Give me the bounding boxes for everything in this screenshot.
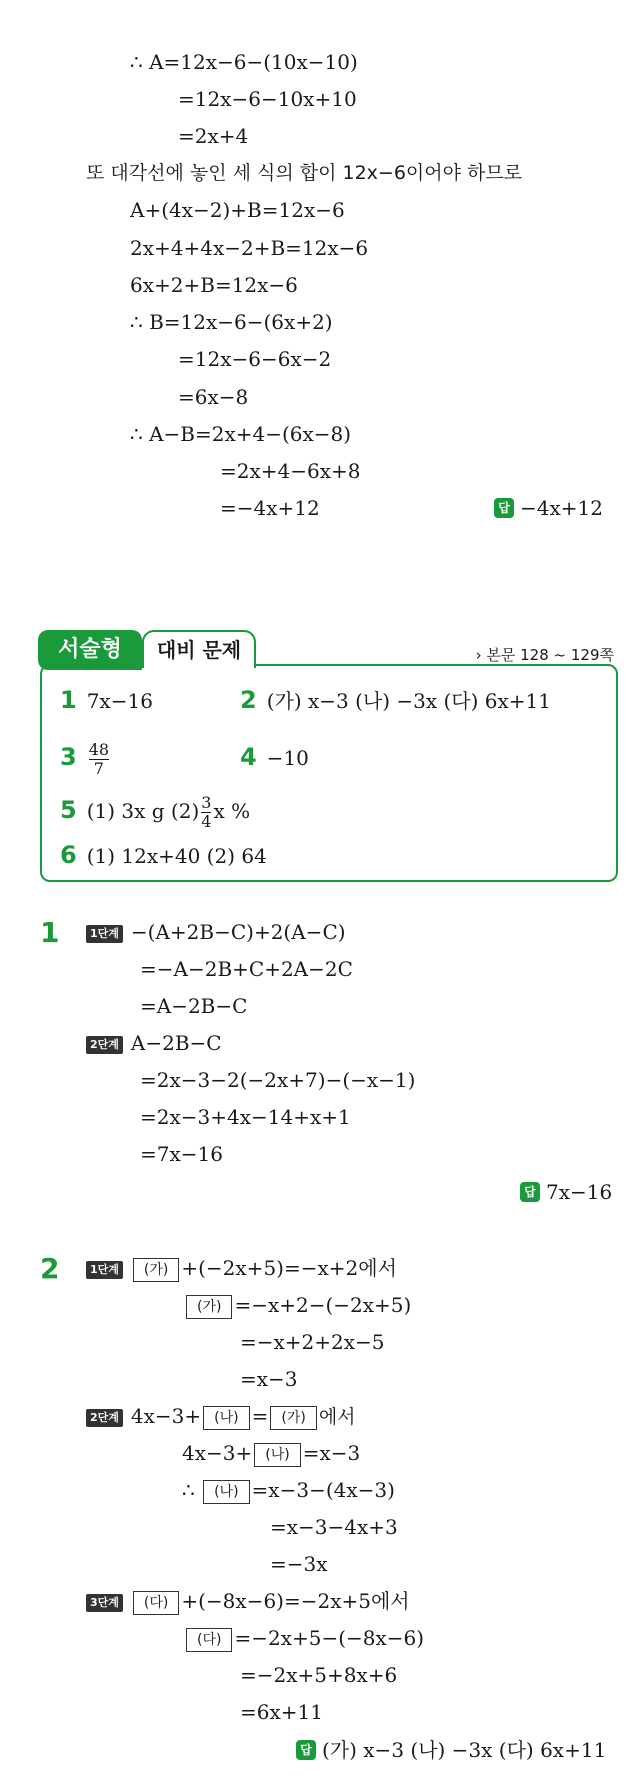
- q2-expr: =−2x+5−(−8x−6): [234, 1626, 425, 1650]
- summary-num: 4: [240, 743, 257, 771]
- summary-item-5: [60, 788, 250, 833]
- step-label: 1단계: [86, 925, 123, 943]
- summary-item-1: [60, 688, 153, 713]
- summary-item-6: [60, 843, 267, 868]
- q2-expr: =: [251, 1404, 269, 1428]
- q2-line-11: [184, 1626, 424, 1652]
- fraction-numerator: 48: [88, 740, 110, 759]
- q2-line-2: [184, 1293, 411, 1319]
- step-label: 2단계: [86, 1036, 123, 1054]
- q2-expr: =x−3−(4x−3): [251, 1478, 395, 1502]
- answer-value: (가) x−3 (나) −3x (다) 6x+11: [322, 1738, 607, 1762]
- q2-line-1: [86, 1256, 397, 1282]
- top-line-9: =12x−6−6x−2: [178, 347, 332, 371]
- fraction-denominator: 4: [201, 812, 212, 831]
- answer-value: −4x+12: [520, 496, 603, 520]
- top-answer: [494, 496, 603, 520]
- summary-tab-main: 서술형: [38, 630, 142, 670]
- q2-expr: 4x−3+: [130, 1404, 202, 1428]
- fraction: [89, 741, 109, 778]
- blank-box-na: (나): [203, 1406, 249, 1430]
- q1-answer: [520, 1180, 612, 1204]
- blank-box-da: (다): [186, 1628, 232, 1652]
- step-label: 2단계: [86, 1409, 123, 1427]
- top-line-12: =2x+4−6x+8: [220, 459, 361, 483]
- summary-item-4: [240, 735, 309, 780]
- top-line-5: A+(4x−2)+B=12x−6: [130, 198, 345, 222]
- q2-line-5: [86, 1404, 356, 1430]
- q1-line-4: [86, 1031, 222, 1055]
- q1-expr: A−2B−C: [130, 1031, 222, 1055]
- q2-line-10: [86, 1589, 410, 1615]
- top-line-6: 2x+4+4x−2+B=12x−6: [130, 236, 369, 260]
- q2-line-4: =x−3: [240, 1367, 298, 1391]
- fraction-denominator: 7: [93, 759, 104, 778]
- summary-num: 5: [60, 796, 77, 824]
- blank-box-na: (나): [203, 1480, 249, 1504]
- summary-num: 1: [60, 686, 77, 714]
- q2-expr: +(−2x+5)=−x+2에서: [181, 1256, 397, 1280]
- top-line-8: ∴ B=12x−6−(6x+2): [130, 310, 333, 334]
- blank-box-da: (다): [133, 1591, 179, 1615]
- blank-box-ga: (가): [133, 1258, 179, 1282]
- answer-badge: 답: [520, 1182, 540, 1202]
- summary-answer: −10: [266, 746, 309, 770]
- q2-expr: =−x+2−(−2x+5): [234, 1293, 412, 1317]
- q1-line-7: =7x−16: [140, 1142, 223, 1166]
- answer-value: 7x−16: [546, 1180, 613, 1204]
- q2-answer: [296, 1738, 606, 1762]
- blank-box-na: (나): [254, 1443, 300, 1467]
- q2-line-9: =−3x: [270, 1552, 328, 1576]
- summary-answer-tail: x %: [213, 799, 251, 823]
- q1-line-6: =2x−3+4x−14+x+1: [140, 1105, 351, 1129]
- summary-answer: (가) x−3 (나) −3x (다) 6x+11: [266, 689, 552, 713]
- summary-answer: (1) 3x g (2): [86, 799, 200, 823]
- step-label: 3단계: [86, 1594, 123, 1612]
- q2-expr: +(−8x−6)=−2x+5에서: [181, 1589, 410, 1613]
- summary-item-3: [60, 735, 111, 780]
- q1-line-1: [86, 920, 346, 944]
- summary-answer: 7x−16: [86, 689, 153, 713]
- question-number: 2: [40, 1252, 60, 1285]
- q2-expr: =x−3: [302, 1441, 361, 1465]
- fraction: [201, 794, 211, 831]
- top-line-2: =12x−6−10x+10: [178, 87, 357, 111]
- step-label: 1단계: [86, 1261, 123, 1279]
- q1-line-3: =A−2B−C: [140, 994, 248, 1018]
- summary-item-2: [240, 688, 551, 713]
- q1-line-2: =−A−2B+C+2A−2C: [140, 957, 353, 981]
- q2-line-12: =−2x+5+8x+6: [240, 1663, 398, 1687]
- summary-answer: (1) 12x+40 (2) 64: [86, 844, 267, 868]
- answer-badge: 답: [494, 498, 514, 518]
- top-line-11: ∴ A−B=2x+4−(6x−8): [130, 422, 352, 446]
- therefore-sign: ∴: [182, 1478, 195, 1502]
- top-line-1: ∴ A=12x−6−(10x−10): [130, 50, 358, 74]
- q2-line-13: =6x+11: [240, 1700, 323, 1724]
- summary-tab-sub: 대비 문제: [142, 630, 256, 668]
- question-number: 1: [40, 916, 60, 949]
- top-line-13: =−4x+12: [220, 496, 320, 520]
- q2-line-6: [182, 1441, 360, 1467]
- top-line-3: =2x+4: [178, 124, 249, 148]
- page-reference: › 본문 128 ~ 129쪽: [475, 646, 614, 664]
- top-line-7: 6x+2+B=12x−6: [130, 273, 298, 297]
- fraction-numerator: 3: [201, 793, 212, 812]
- top-line-10: =6x−8: [178, 385, 249, 409]
- top-line-4: 또 대각선에 놓인 세 식의 합이 12x−6이어야 하므로: [86, 162, 523, 184]
- summary-num: 3: [60, 743, 77, 771]
- summary-num: 6: [60, 841, 77, 869]
- q1-line-5: =2x−3−2(−2x+7)−(−x−1): [140, 1068, 416, 1092]
- q2-line-7: [182, 1478, 395, 1504]
- q1-expr: −(A+2B−C)+2(A−C): [130, 920, 346, 944]
- blank-box-ga: (가): [270, 1406, 316, 1430]
- answer-badge: 답: [296, 1740, 316, 1760]
- q2-line-3: =−x+2+2x−5: [240, 1330, 385, 1354]
- blank-box-ga: (가): [186, 1295, 232, 1319]
- q2-line-8: =x−3−4x+3: [270, 1515, 398, 1539]
- q2-expr: 에서: [318, 1406, 356, 1428]
- summary-num: 2: [240, 686, 257, 714]
- q2-expr: 4x−3+: [182, 1441, 253, 1465]
